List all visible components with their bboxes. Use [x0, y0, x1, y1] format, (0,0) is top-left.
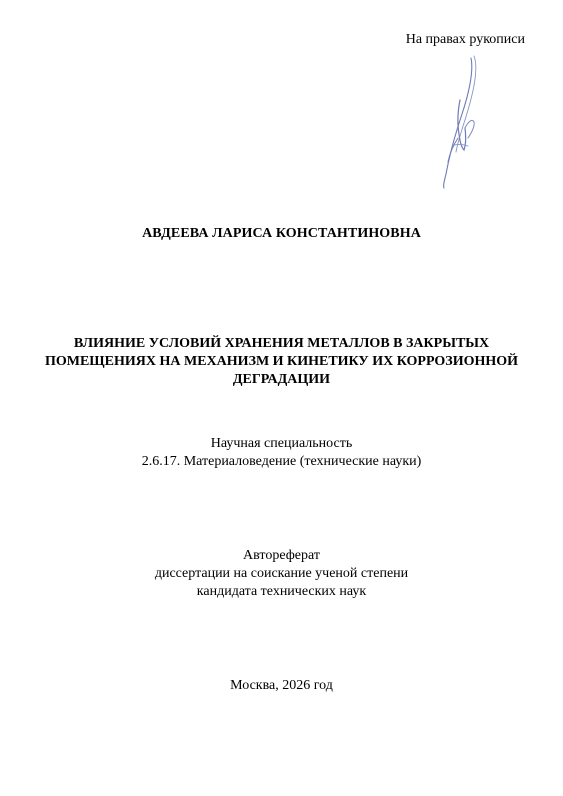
specialty-label: Научная специальность — [210, 436, 353, 451]
handwritten-signature — [438, 52, 488, 192]
title-line: ДЕГРАДАЦИИ — [232, 372, 331, 387]
specialty-block — [0, 435, 563, 471]
abstract-line: диссертации на соискание ученой степени — [154, 566, 409, 581]
abstract-line: Автореферат — [243, 548, 320, 563]
author-name: АВДЕЕВА ЛАРИСА КОНСТАНТИНОВНА — [142, 226, 421, 241]
title-line: ВЛИЯНИЕ УСЛОВИЙ ХРАНЕНИЯ МЕТАЛЛОВ В ЗАКРЫТЫХ — [73, 336, 490, 351]
title-line: ПОМЕЩЕНИЯХ НА МЕХАНИЗМ И КИНЕТИКУ ИХ КОРРОЗИОННОЙ — [44, 354, 519, 369]
specialty-value: 2.6.17. Материаловедение (технические науки) — [141, 454, 422, 469]
city-year: Москва, 2026 год — [230, 678, 333, 693]
abstract-line: кандидата технических наук — [196, 584, 367, 599]
rights-note: На правах рукописи — [405, 32, 525, 47]
abstract-block — [0, 547, 563, 601]
dissertation-title — [30, 335, 533, 389]
